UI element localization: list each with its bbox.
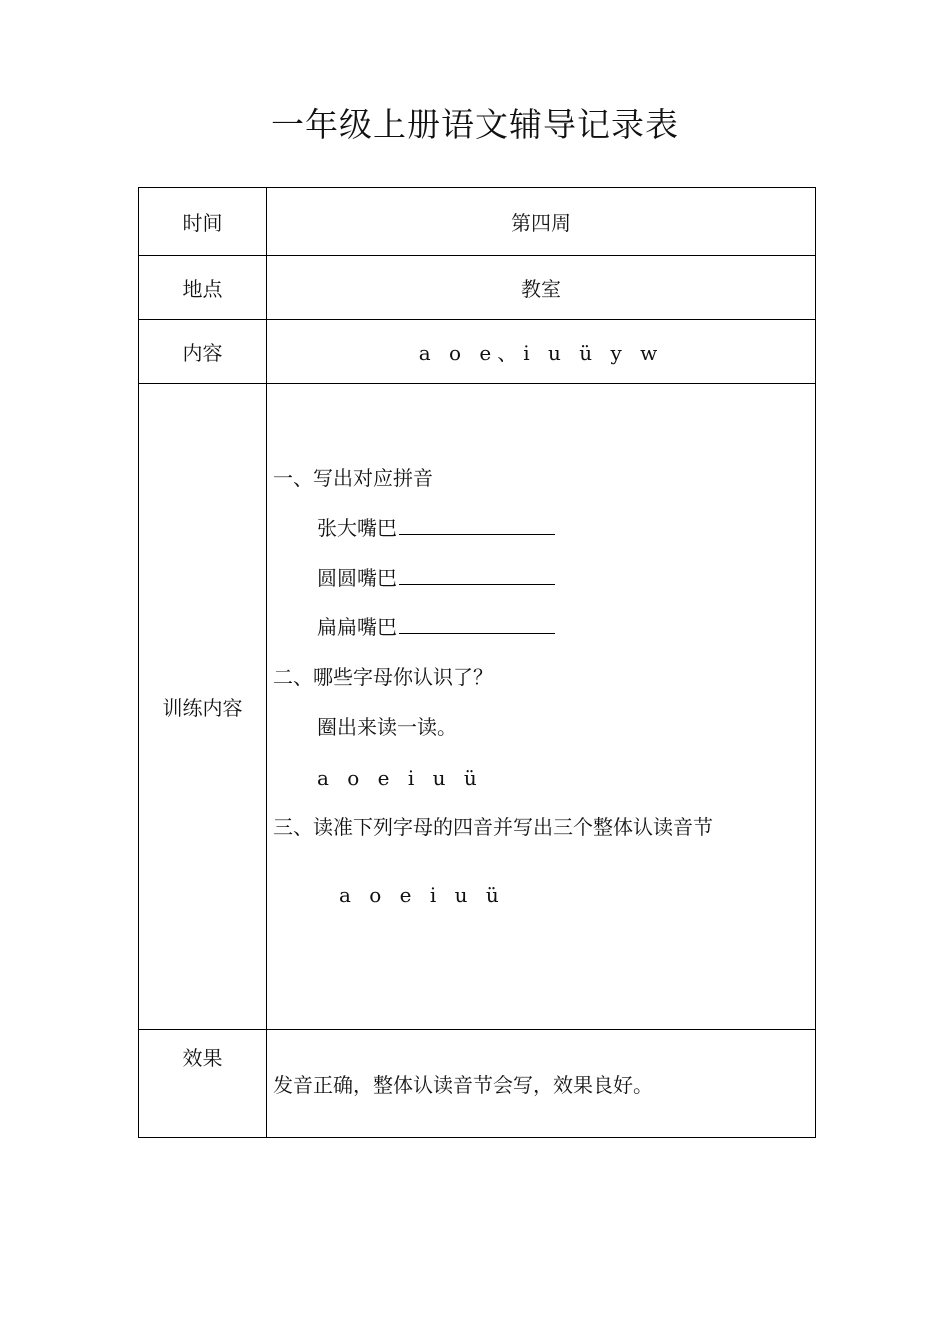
place-value: 教室	[267, 256, 816, 320]
exercise-item	[317, 514, 555, 542]
content-value: a o e、i u ü y w	[267, 320, 816, 384]
answer-blank	[399, 613, 555, 634]
page-title: 一年级上册语文辅导记录表	[271, 105, 679, 144]
time-value: 第四周	[267, 188, 816, 256]
training-content	[267, 384, 816, 1030]
section3-letters: a o e i u ü	[339, 883, 505, 907]
table-row-time	[139, 188, 816, 256]
effect-label: 效果	[139, 1030, 267, 1138]
record-table	[138, 187, 816, 1138]
answer-blank	[399, 514, 555, 535]
exercise-item	[317, 613, 555, 641]
table-row-effect	[139, 1030, 816, 1138]
section1-heading: 一、写出对应拼音	[273, 466, 433, 490]
content-label: 内容	[139, 320, 267, 384]
place-label: 地点	[139, 256, 267, 320]
table-row-training	[139, 384, 816, 1030]
effect-value: 发音正确，整体认读音节会写，效果良好。	[267, 1030, 816, 1138]
exercise-item-label: 圆圆嘴巴	[317, 566, 397, 590]
exercise-item-label: 张大嘴巴	[317, 516, 397, 540]
table-row-place	[139, 256, 816, 320]
answer-blank	[399, 564, 555, 585]
table-row-content	[139, 320, 816, 384]
section2-letters: a o e i u ü	[317, 766, 483, 790]
section2-heading: 二、哪些字母你认识了？	[273, 665, 493, 689]
exercise-item	[317, 564, 555, 592]
section2-instruction: 圈出来读一读。	[317, 715, 457, 739]
section3-heading: 三、读准下列字母的四音并写出三个整体认读音节	[273, 815, 713, 839]
training-label: 训练内容	[139, 384, 267, 1030]
time-label: 时间	[139, 188, 267, 256]
exercise-item-label: 扁扁嘴巴	[317, 615, 397, 639]
